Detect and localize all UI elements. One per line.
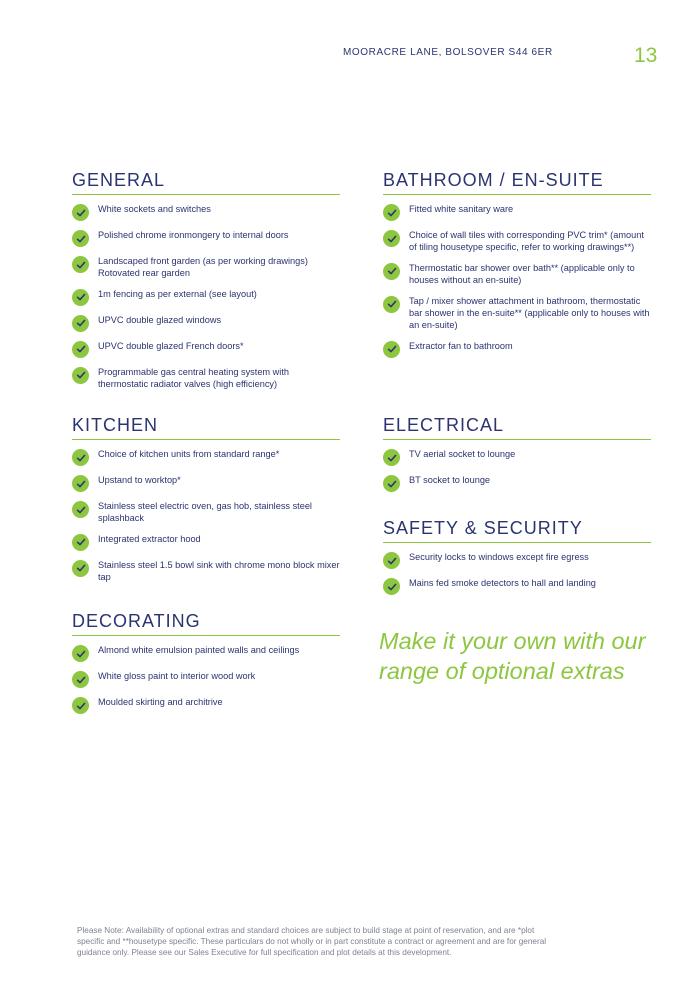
list-item [383,295,651,332]
item-list [72,203,340,391]
item-list [383,203,651,358]
check-circle-icon [383,204,400,221]
section-title: KITCHEN [72,415,340,440]
check-circle-icon [72,534,89,551]
list-item [72,314,340,332]
check-circle-icon [72,230,89,247]
list-item [72,288,340,306]
check-circle-icon [72,560,89,577]
list-item [72,203,340,221]
item-list [383,551,651,595]
check-circle-icon [383,449,400,466]
check-circle-icon [72,367,89,384]
section-title: DECORATING [72,611,340,636]
list-item-text: White gloss paint to interior wood work [98,671,256,681]
list-item-text: UPVC double glazed French doors* [98,340,244,351]
list-item-text: Programmable gas central heating system with thermostatic radiator valves (high efficiency) [98,366,289,390]
section-title: ELECTRICAL [383,415,651,440]
list-item [72,696,340,714]
check-circle-icon [383,263,400,280]
list-item-text: BT socket to lounge [409,475,491,485]
list-item-text: Extractor fan to bathroom [409,340,513,351]
list-item-text: Mains fed smoke detectors to hall and landing [409,578,596,588]
section-title: GENERAL [72,170,340,195]
section-general [72,170,340,399]
list-item-text: Choice of kitchen units from standard range* [98,449,280,459]
list-item [72,366,340,391]
list-item-text: Fitted white sanitary ware [409,204,514,214]
section-safety-security [383,518,651,603]
check-circle-icon [72,289,89,306]
list-item-text: Landscaped front garden (as per working drawings) Rotovated rear garden [98,256,308,279]
list-item-text: Integrated extractor hood [98,533,201,544]
list-item [72,559,340,584]
page-number: 13 [634,44,658,67]
check-circle-icon [72,645,89,662]
check-circle-icon [72,671,89,688]
list-item-text: Stainless steel electric oven, gas hob, stainless steel splashback [98,501,312,524]
check-circle-icon [72,697,89,714]
item-list [383,448,651,492]
check-circle-icon [72,315,89,332]
check-circle-icon [383,475,400,492]
check-circle-icon [383,296,400,313]
header-address: MOORACRE LANE, BOLSOVER S44 6ER [343,47,553,58]
list-item [383,340,651,358]
list-item [383,474,651,492]
check-circle-icon [383,578,400,595]
section-electrical [383,415,651,500]
list-item-text: Tap / mixer shower attachment in bathroom, thermostatic bar shower in the en-suite** (applicable only to houses with an en-suite) [409,295,650,331]
check-circle-icon [383,230,400,247]
list-item-text: TV aerial socket to lounge [409,449,516,459]
list-item [383,203,651,221]
list-item [383,577,651,595]
section-kitchen [72,415,340,592]
list-item [383,448,651,466]
list-item-text: Stainless steel 1.5 bowl sink with chrome mono block mixer tap [98,559,340,583]
list-item [72,670,340,688]
list-item-text: Security locks to windows except fire egress [409,552,589,562]
list-item [72,229,340,247]
list-item [72,448,340,466]
list-item-text: White sockets and switches [98,204,211,214]
check-circle-icon [72,341,89,358]
check-circle-icon [383,552,400,569]
optional-extras-tagline: Make it your own with our range of optional extras [379,628,646,684]
list-item-text: Thermostatic bar shower over bath** (applicable only to houses without an en-suite) [409,262,635,286]
section-decorating [72,611,340,722]
list-item-text: Upstand to worktop* [98,475,181,485]
list-item [383,229,651,254]
item-list [72,644,340,714]
list-item-text: Moulded skirting and architrive [98,697,223,707]
check-circle-icon [72,204,89,221]
list-item [72,500,340,525]
item-list [72,448,340,584]
check-circle-icon [383,341,400,358]
list-item [72,533,340,551]
list-item [383,551,651,569]
section-title: BATHROOM / EN-SUITE [383,170,651,195]
footnote: Please Note: Availability of optional extras and standard choices are subject to build stage at point of reservation, and are *plot specific and **housetype specific. These particulars do not wholly or in part constitute a contract or agreement and are for general guidance only. Please see our Sales Executive for full specification and plot details at this development. [77,926,547,957]
check-circle-icon [72,501,89,518]
list-item [383,262,651,287]
list-item [72,255,340,280]
check-circle-icon [72,256,89,273]
list-item [72,474,340,492]
list-item-text: Polished chrome ironmongery to internal doors [98,230,289,240]
section-title: SAFETY & SECURITY [383,518,651,543]
check-circle-icon [72,475,89,492]
check-circle-icon [72,449,89,466]
list-item-text: 1m fencing as per external (see layout) [98,288,257,299]
list-item [72,644,340,662]
section-bathroom [383,170,651,366]
list-item-text: Choice of wall tiles with corresponding PVC trim* (amount of tiling housetype specific, refer to working drawings**) [409,230,644,253]
list-item-text: UPVC double glazed windows [98,314,222,325]
list-item [72,340,340,358]
list-item-text: Almond white emulsion painted walls and ceilings [98,645,300,655]
